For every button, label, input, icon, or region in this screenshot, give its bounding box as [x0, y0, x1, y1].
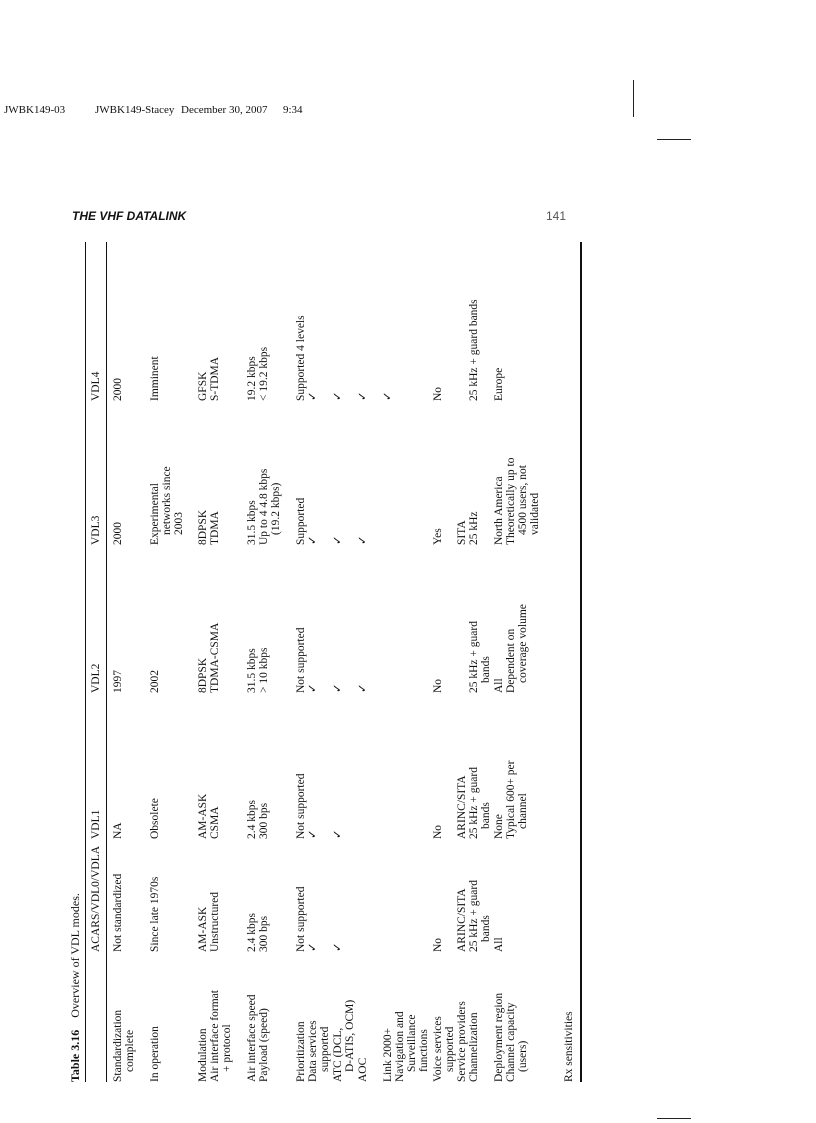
- table-header-rule: [106, 242, 107, 1082]
- table-cell: 8DPSK: [197, 657, 209, 693]
- table-cell: 25 kHz: [468, 511, 480, 545]
- table-top-rule: [85, 242, 86, 1082]
- table-cell: Supported: [295, 497, 307, 545]
- table-caption-text: Overview of VDL modes.: [68, 893, 82, 1018]
- table-cell: 2000: [112, 378, 124, 401]
- check-mark-icon: ✓: [332, 942, 344, 952]
- table-cell: 2002: [149, 670, 161, 693]
- rotated-table: [68, 242, 583, 1082]
- row-label: Modulation: [197, 1028, 209, 1082]
- row-label: Air interface format + protocol: [209, 990, 233, 1082]
- crop-mark-top: [657, 139, 691, 140]
- table-caption: [68, 893, 83, 1082]
- table-cell: Not supported: [295, 627, 307, 693]
- header-time: 9:34: [283, 104, 303, 116]
- table-cell: No: [432, 678, 444, 693]
- table-cell: Obsolete: [149, 798, 161, 839]
- table-cell: Yes: [432, 528, 444, 545]
- table-cell: Since late 1970s: [149, 876, 161, 952]
- table-cell: ARINC/SITA: [456, 775, 468, 839]
- table-cell: S-TDMA: [209, 356, 221, 401]
- table-cell: No: [432, 937, 444, 952]
- table-cell: ARINC/SITA: [456, 888, 468, 952]
- check-mark-icon: ✓: [332, 391, 344, 401]
- table-caption-label: Table 3.16: [68, 1029, 82, 1082]
- table-cell: 25 kHz + guard bands: [468, 880, 492, 952]
- row-label: Channelization: [468, 1012, 480, 1082]
- table-cell: Dependent on coverage volume: [505, 604, 529, 693]
- table-cell: 300 bps: [258, 915, 270, 952]
- check-mark-icon: ✓: [382, 391, 394, 401]
- row-label: Air interface speed: [246, 994, 258, 1082]
- check-mark-icon: ✓: [307, 829, 319, 839]
- row-label: AOC: [357, 1057, 369, 1082]
- table-cell: SITA: [456, 520, 468, 545]
- table-cell: NA: [112, 822, 124, 839]
- table-cell: Europe: [493, 367, 505, 401]
- table-cell: 31.5 kbps: [246, 648, 258, 693]
- row-label: In operation: [149, 1026, 161, 1082]
- row-label: Navigation and Surveillance functions: [394, 1011, 430, 1082]
- table-cell: None: [493, 814, 505, 839]
- table-cell: AM-ASK: [197, 793, 209, 839]
- table-cell: < 19.2 kbps: [258, 346, 270, 401]
- table-cell: Supported 4 levels: [295, 315, 307, 401]
- column-header-acars: ACARS/VDL0/VDLA: [90, 845, 102, 952]
- column-header-vdl4: VDL4: [90, 371, 102, 401]
- table-cell: TDMA: [209, 511, 221, 545]
- table-cell: 25 kHz + guard bands: [468, 621, 492, 693]
- table-cell: GFSK: [197, 371, 209, 401]
- table-cell: Unstructured: [209, 891, 221, 952]
- table-cell: TDMA-CSMA: [209, 622, 221, 693]
- table-cell: No: [432, 386, 444, 401]
- running-head: THE VHF DATALINK: [72, 209, 187, 223]
- table-cell: 2000: [112, 522, 124, 545]
- check-mark-icon: ✓: [307, 391, 319, 401]
- check-mark-icon: ✓: [307, 942, 319, 952]
- table-cell: 19.2 kbps: [246, 356, 258, 401]
- table-cell: 25 kHz + guard bands: [468, 767, 492, 839]
- column-header-vdl2: VDL2: [90, 663, 102, 693]
- crop-mark-bottom: [657, 1118, 691, 1119]
- header-date: December 30, 2007: [181, 104, 268, 116]
- row-label: Voice services supported: [432, 1016, 456, 1082]
- row-label: Channel capacity (users): [505, 1002, 529, 1082]
- table-cell: Experimental networks since 2003: [149, 466, 185, 545]
- column-header-vdl1: VDL1: [90, 809, 102, 839]
- check-mark-icon: ✓: [357, 683, 369, 693]
- table-cell: 2.4 kbps: [246, 800, 258, 839]
- table-cell: No: [432, 824, 444, 839]
- table-cell: AM-ASK: [197, 906, 209, 952]
- check-mark-icon: ✓: [332, 683, 344, 693]
- check-mark-icon: ✓: [332, 829, 344, 839]
- column-header-vdl3: VDL3: [90, 515, 102, 545]
- crop-mark-vertical: [633, 80, 634, 117]
- table-cell: CSMA: [209, 806, 221, 839]
- table-cell: All: [493, 678, 505, 693]
- row-label: Standardization complete: [112, 1009, 136, 1082]
- page-number: 141: [546, 209, 567, 223]
- check-mark-icon: ✓: [357, 535, 369, 545]
- table-cell: 31.5 kbps: [246, 500, 258, 545]
- table-cell: > 10 kbps: [258, 647, 270, 693]
- table-cell: Not supported: [295, 773, 307, 839]
- check-mark-icon: ✓: [332, 535, 344, 545]
- table-cell: Not standardized: [112, 873, 124, 952]
- row-label: Service providers: [456, 1001, 468, 1082]
- row-label: Rx sensitivities: [563, 1011, 575, 1082]
- table-cell: North America: [493, 476, 505, 545]
- row-label: Deployment region: [493, 992, 505, 1082]
- table-cell: 300 bps: [258, 802, 270, 839]
- table-cell: Typical 600+ per channel: [505, 760, 529, 839]
- header-book: JWBK149-Stacey: [95, 104, 175, 116]
- check-mark-icon: ✓: [307, 683, 319, 693]
- header-code: JWBK149-03: [4, 104, 66, 116]
- table-cell: Imminent: [149, 356, 161, 401]
- row-label: Link 2000+: [382, 1027, 394, 1082]
- table-cell: Theoretically up to 4500 users, not validated: [505, 457, 541, 545]
- check-mark-icon: ✓: [307, 535, 319, 545]
- table-cell: 25 kHz + guard bands: [468, 299, 480, 401]
- table-cell: 8DPSK: [197, 509, 209, 545]
- table-cell: Up to 4 4.8 kbps (19.2 kbps): [258, 468, 282, 545]
- table-bottom-rule: [580, 242, 582, 1082]
- check-mark-icon: ✓: [357, 391, 369, 401]
- table-cell: Not supported: [295, 886, 307, 952]
- table-cell: All: [493, 937, 505, 952]
- table-cell: 2.4 kbps: [246, 913, 258, 952]
- row-label: ATC (DCL, D-ATIS, OCM): [332, 999, 356, 1082]
- row-label: Payload (speed): [258, 1008, 270, 1082]
- row-label: Data services supported: [307, 1020, 331, 1082]
- table-cell: 1997: [112, 670, 124, 693]
- row-label: Prioritization: [295, 1021, 307, 1082]
